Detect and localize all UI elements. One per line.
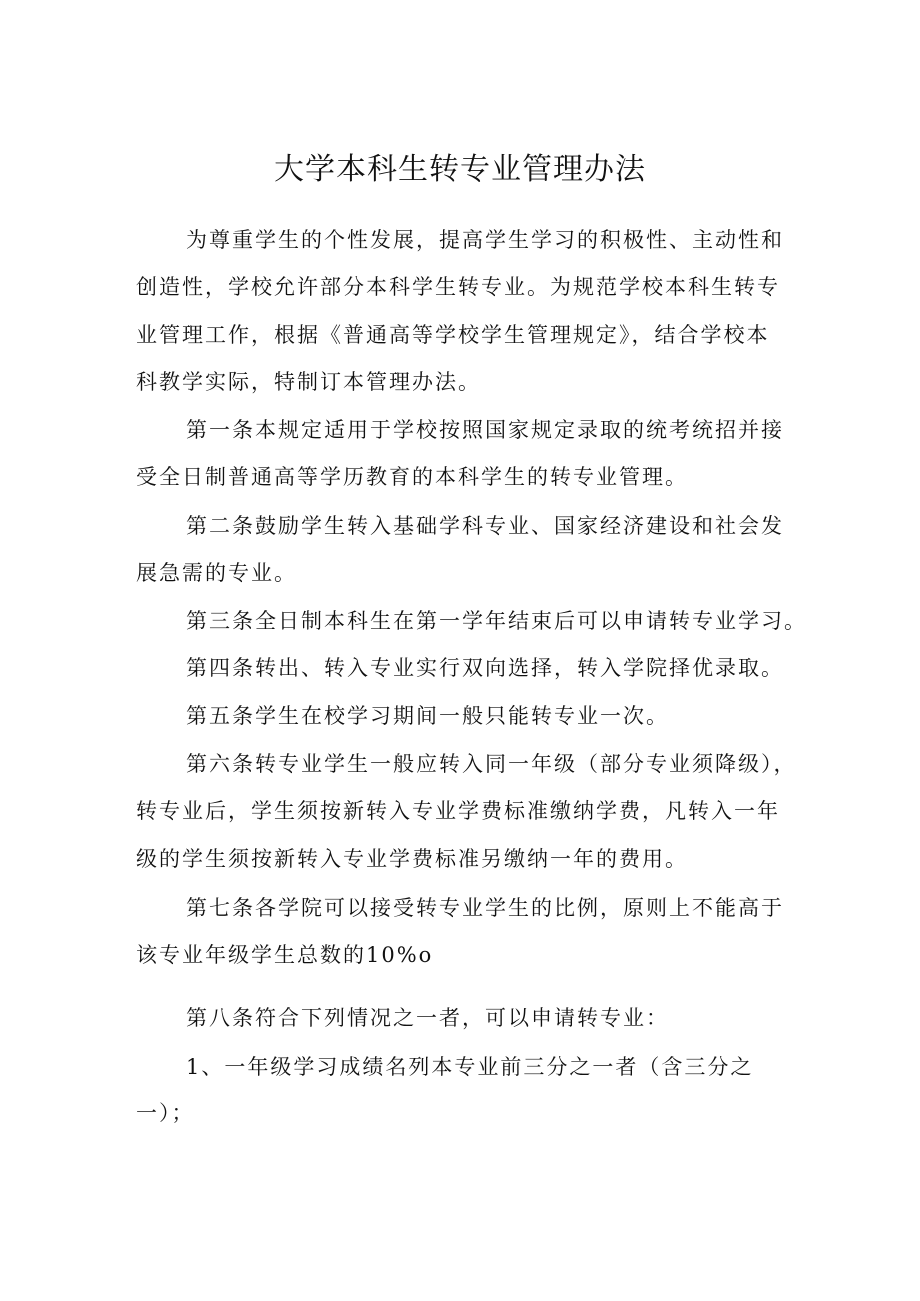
text-line: 一）； bbox=[136, 1101, 195, 1125]
text-line: 为尊重学生的个性发展，提高学生学习的积极性、主动性和 bbox=[186, 228, 784, 252]
text-line: 第五条学生在校学习期间一般只能转专业一次。 bbox=[186, 704, 669, 728]
text-line: 第八条符合下列情况之一者，可以申请转专业： bbox=[186, 1006, 669, 1030]
text-line: 创造性，学校允许部分本科学生转专业。为规范学校本科生转专 bbox=[136, 275, 780, 299]
text-line: 第七条各学院可以接受转专业学生的比例，原则上不能高于 bbox=[186, 896, 784, 920]
text-line: 第一条本规定适用于学校按照国家规定录取的统考统招并接 bbox=[186, 418, 784, 442]
text-line: 该专业年级学生总数的10%o bbox=[136, 943, 434, 967]
text-line: 科教学实际，特制订本管理办法。 bbox=[136, 370, 481, 394]
document-title: 大学本科生转专业管理办法 bbox=[274, 152, 646, 187]
text-line: 第四条转出、转入专业实行双向选择，转入学院择优录取。 bbox=[186, 656, 784, 680]
text-line: 转专业后，学生须按新转入专业学费标准缴纳学费，凡转入一年 bbox=[136, 799, 780, 823]
text-line: 受全日制普通高等学历教育的本科学生的转专业管理。 bbox=[136, 465, 688, 489]
text-line: 业管理工作，根据《普通高等学校学生管理规定》，结合学校本 bbox=[136, 323, 770, 347]
text-line: 第二条鼓励学生转入基础学科专业、国家经济建设和社会发 bbox=[186, 514, 784, 538]
text-line: 1、一年级学习成绩名列本专业前三分之一者（含三分之 bbox=[186, 1055, 754, 1079]
text-line: 展急需的专业。 bbox=[136, 561, 297, 585]
text-line: 第六条转专业学生一般应转入同一年级（部分专业须降级）， bbox=[186, 752, 797, 776]
text-line: 第三条全日制本科生在第一学年结束后可以申请转专业学习。 bbox=[186, 609, 807, 633]
text-line: 级的学生须按新转入专业学费标准另缴纳一年的费用。 bbox=[136, 847, 688, 871]
